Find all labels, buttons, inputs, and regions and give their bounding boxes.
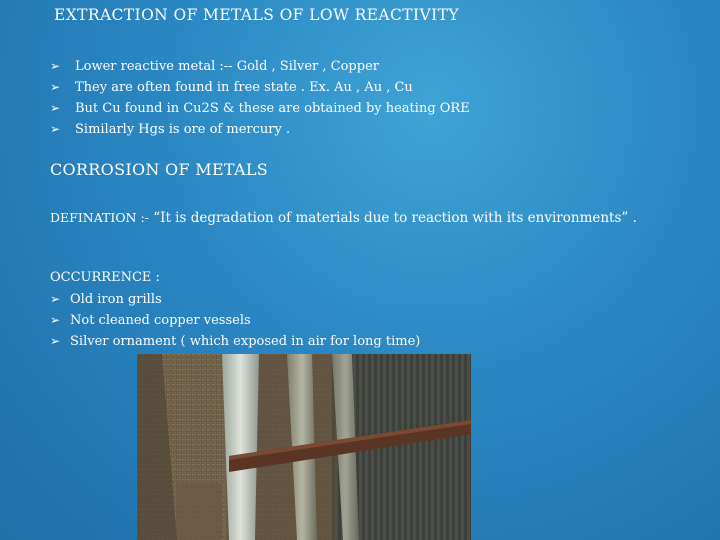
- bullet-text: They are often found in free state . Ex. Au , Au , Cu: [75, 80, 413, 95]
- definition-paragraph: [50, 207, 650, 229]
- arrow-bullet-icon: ➢: [50, 59, 61, 73]
- arrow-bullet-icon: ➢: [50, 101, 61, 115]
- occurrence-list: [50, 289, 420, 352]
- extraction-bullet-list: [50, 56, 470, 140]
- list-item: [50, 289, 420, 310]
- slide-title: EXTRACTION OF METALS OF LOW REACTIVITY: [54, 6, 460, 24]
- bullet-text: Similarly Hgs is ore of mercury .: [75, 122, 291, 137]
- occurrence-item: Not cleaned copper vessels: [70, 313, 251, 328]
- definition-label: DEFINATION :-: [50, 210, 149, 225]
- arrow-bullet-icon: ➢: [50, 292, 61, 306]
- bullet-text: Lower reactive metal :-- Gold , Silver , Copper: [75, 59, 379, 74]
- occurrence-label: OCCURRENCE :: [50, 270, 160, 285]
- arrow-bullet-icon: ➢: [50, 313, 61, 327]
- occurrence-item: Old iron grills: [70, 292, 162, 307]
- arrow-bullet-icon: ➢: [50, 80, 61, 94]
- list-item: [50, 56, 470, 77]
- definition-text: “It is degradation of materials due to reaction with its environments” .: [148, 210, 637, 226]
- list-item: [50, 331, 420, 352]
- arrow-bullet-icon: ➢: [50, 122, 61, 136]
- list-item: [50, 310, 420, 331]
- list-item: [50, 77, 470, 98]
- list-item: [50, 98, 470, 119]
- bullet-text: But Cu found in Cu2S & these are obtained by heating ORE: [75, 101, 470, 116]
- occurrence-item: Silver ornament ( which exposed in air for long time): [70, 334, 421, 349]
- section-heading: CORROSION OF METALS: [50, 160, 269, 179]
- list-item: [50, 119, 470, 140]
- corroded-iron-grill-photo: [137, 354, 471, 540]
- arrow-bullet-icon: ➢: [50, 334, 61, 348]
